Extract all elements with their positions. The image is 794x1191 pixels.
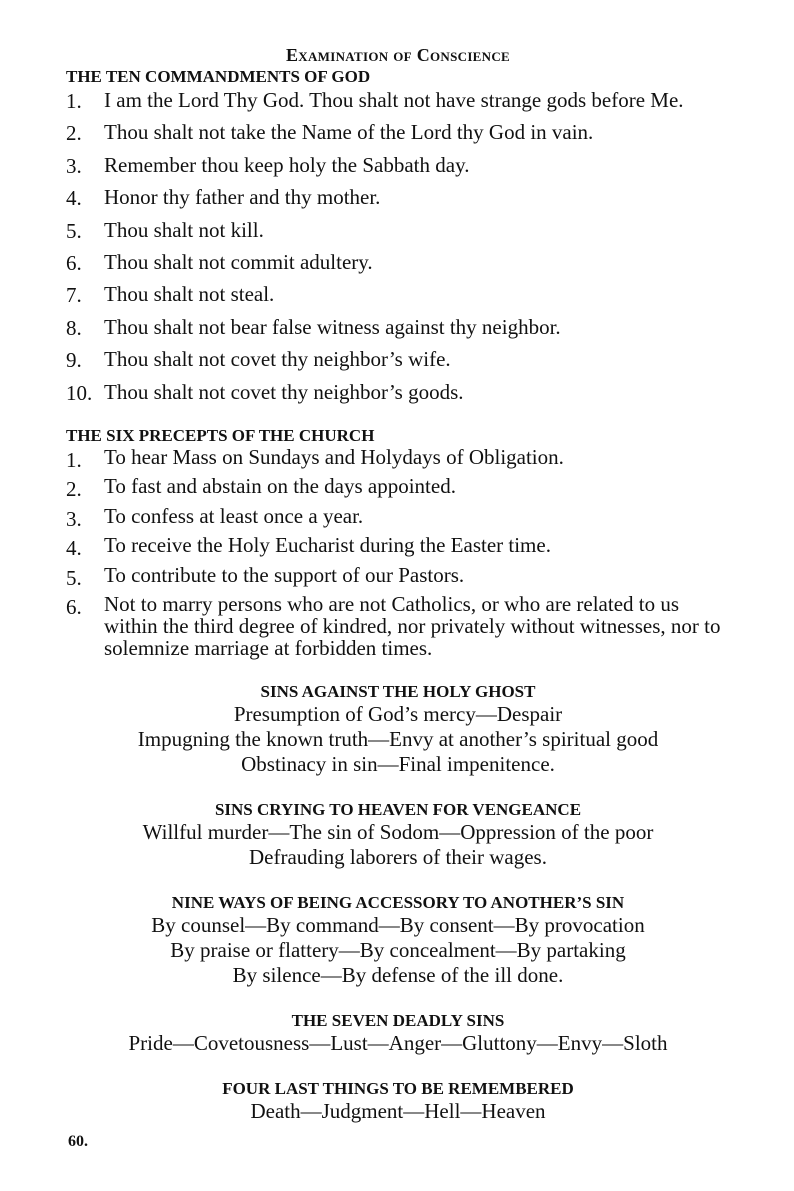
vengeance-line: Willful murder—The sin of Sodom—Oppression of the poor	[142, 820, 654, 845]
item-text: Thou shalt not take the Name of the Lord thy God in vain.	[104, 120, 594, 145]
item-number: 1.	[66, 89, 82, 113]
document-page	[66, 44, 730, 1124]
item-number: 5.	[66, 218, 82, 243]
item-text: Honor thy father and thy mother.	[104, 185, 381, 210]
list-item	[66, 87, 730, 116]
spacer	[66, 411, 730, 425]
last-things-section	[66, 1078, 730, 1124]
vengeance-line: Defrauding laborers of their wages.	[249, 845, 547, 870]
item-number: 2.	[66, 121, 82, 146]
item-number: 5.	[66, 565, 82, 590]
list-item	[66, 505, 730, 534]
item-number: 3.	[66, 153, 82, 178]
accessory-line: By counsel—By command—By consent—By provocation	[151, 913, 645, 938]
item-text: To hear Mass on Sundays and Holydays of Obligation.	[104, 445, 564, 470]
item-number: 2.	[66, 477, 82, 502]
item-number: 8.	[66, 315, 82, 340]
list-item	[66, 534, 730, 563]
vengeance-heading: SINS CRYING TO HEAVEN FOR VENGEANCE	[214, 800, 582, 820]
item-text: Thou shalt not bear false witness against thy neighbor.	[104, 314, 561, 339]
list-item	[66, 152, 730, 181]
precepts-heading: THE SIX PRECEPTS OF THE CHURCH	[66, 426, 375, 446]
item-number: 3.	[66, 506, 82, 531]
last-things-heading: FOUR LAST THINGS TO BE REMEMBERED	[222, 1079, 574, 1099]
last-things-line: Death—Judgment—Hell—Heaven	[250, 1099, 546, 1124]
list-item	[66, 346, 730, 375]
deadly-sins-heading: THE SEVEN DEADLY SINS	[291, 1011, 505, 1031]
commandments-list	[66, 87, 730, 408]
item-number: 1.	[66, 448, 82, 473]
list-item	[66, 249, 730, 278]
item-text: To contribute to the support of our Pastors.	[104, 562, 465, 587]
holy-ghost-line: Obstinacy in sin—Final impenitence.	[241, 752, 555, 777]
page-number: 60.	[68, 1133, 88, 1150]
deadly-sins-line: Pride—Covetousness—Lust—Anger—Gluttony—Envy—Sloth	[128, 1031, 668, 1056]
item-number: 10.	[66, 380, 93, 405]
item-text: To confess at least once a year.	[104, 503, 364, 528]
holy-ghost-line: Presumption of God’s mercy—Despair	[233, 702, 563, 727]
item-text: Thou shalt not kill.	[104, 217, 264, 242]
list-item	[66, 217, 730, 246]
item-number: 4.	[66, 186, 82, 211]
item-text: Remember thou keep holy the Sabbath day.	[104, 152, 470, 177]
item-text: Thou shalt not covet thy neighbor’s goods.	[104, 379, 464, 404]
item-text: Not to marry persons who are not Catholics, or who are related to us within the third degree of kindred, nor privately without witnesses, nor to solemnize marriage at forbidden times.	[104, 592, 721, 661]
list-item	[66, 119, 730, 148]
item-text: I am the Lord Thy God. Thou shalt not have strange gods before Me.	[104, 88, 684, 112]
item-text: To receive the Holy Eucharist during the Easter time.	[104, 533, 551, 558]
list-item	[66, 446, 730, 475]
commandments-heading: THE TEN COMMANDMENTS OF GOD	[66, 67, 371, 86]
item-text: Thou shalt not covet thy neighbor’s wife.	[104, 347, 451, 372]
accessory-line: By silence—By defense of the ill done.	[232, 963, 564, 988]
item-number: 6.	[66, 251, 82, 276]
item-number: 9.	[66, 348, 82, 373]
vengeance-section	[66, 799, 730, 870]
item-number: 6.	[66, 595, 82, 620]
list-item	[66, 281, 730, 310]
page-title: Examination of Conscience	[286, 45, 510, 65]
item-text: To fast and abstain on the days appointed.	[104, 474, 456, 499]
list-item	[66, 475, 730, 504]
list-item	[66, 314, 730, 343]
holy-ghost-section	[66, 681, 730, 777]
holy-ghost-line: Impugning the known truth—Envy at another’s spiritual good	[137, 727, 659, 752]
precepts-list	[66, 446, 730, 659]
item-text: Thou shalt not commit adultery.	[104, 250, 373, 275]
item-text: Thou shalt not steal.	[104, 282, 275, 307]
list-item	[66, 379, 730, 408]
item-number: 7.	[66, 283, 82, 308]
accessory-line: By praise or flattery—By concealment—By partaking	[170, 938, 626, 963]
list-item	[66, 564, 730, 593]
accessory-section	[66, 892, 730, 988]
holy-ghost-heading: SINS AGAINST THE HOLY GHOST	[260, 682, 536, 702]
deadly-sins-section	[66, 1010, 730, 1056]
accessory-heading: NINE WAYS OF BEING ACCESSORY TO ANOTHER’S SIN	[171, 893, 625, 913]
item-number: 4.	[66, 536, 82, 561]
list-item	[66, 184, 730, 213]
list-item	[66, 593, 730, 659]
